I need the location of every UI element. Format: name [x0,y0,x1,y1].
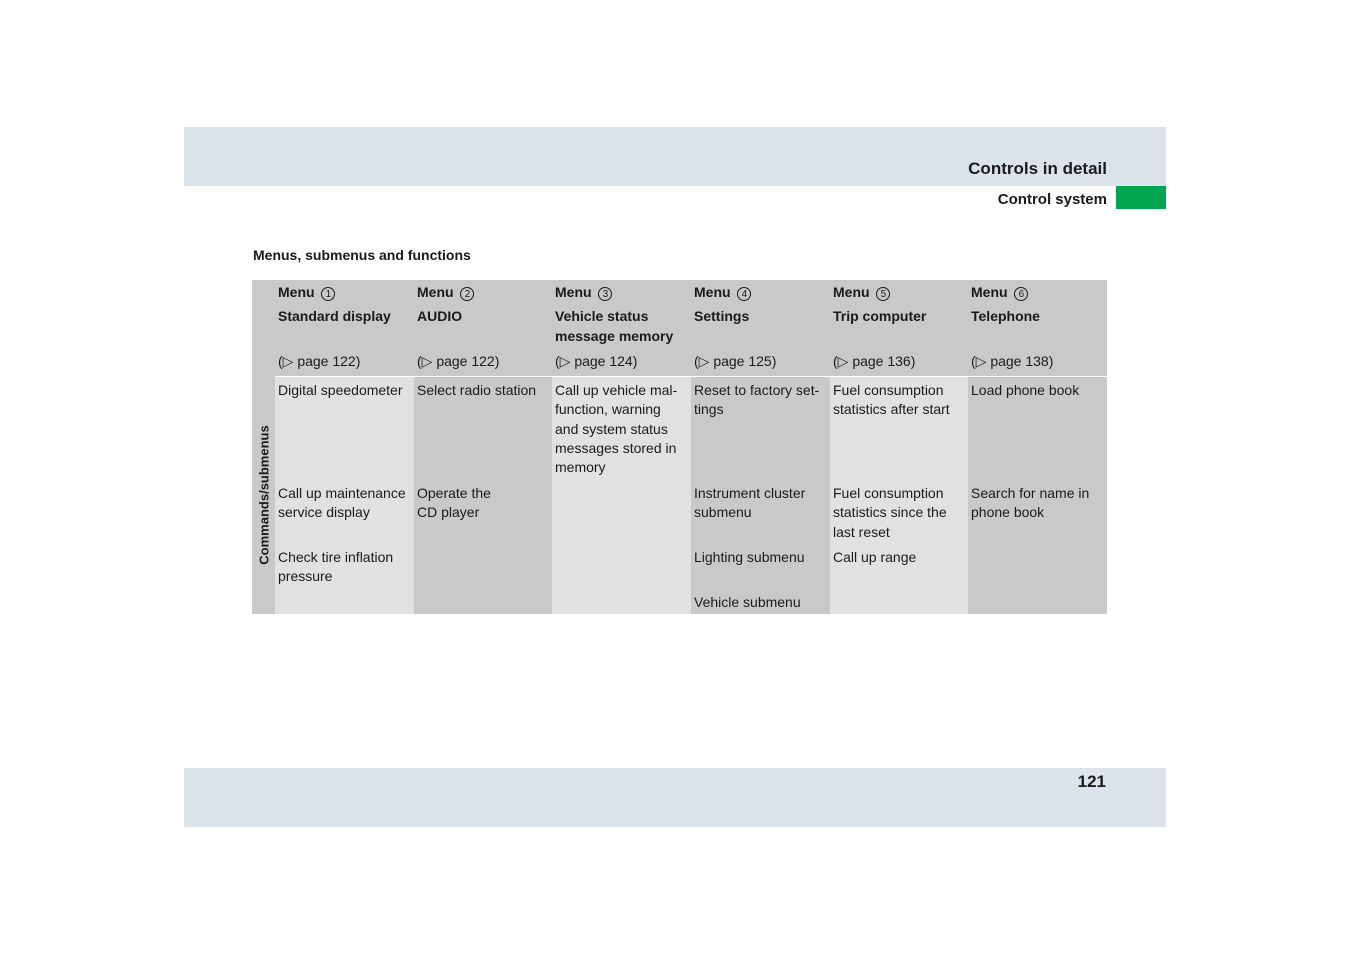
menu-title: AUDIO [417,308,463,324]
section-title: Control system [997,191,1107,208]
page-reference: (▷ page 122) [278,353,361,369]
submenu-item: Check tire inflation [278,549,394,565]
submenu-item: and system status [555,420,668,437]
menu-label [417,283,550,302]
page-reference: (▷ page 124) [555,353,638,369]
menu-word: Menu [694,284,731,300]
side-label [252,376,275,614]
header-separator [275,376,1107,377]
table-heading: Menus, submenus and functions [253,247,471,263]
page-reference: (▷ page 122) [417,353,500,369]
submenu-item: Fuel consumption [833,382,944,398]
menu-word: Menu [555,284,592,300]
menu-header-cell [691,280,830,376]
side-label-text: Commands/submenus [256,425,271,565]
menu-header-cell [968,280,1107,376]
menu-header-cell [414,280,552,376]
menu-label [971,283,1105,302]
submenu-item: Select radio station [417,382,537,398]
submenu-item: service display [278,504,370,521]
menu-title: Settings [694,308,750,324]
submenu-item: submenu [694,504,752,521]
menu-number-badge: 1 [321,287,335,301]
submenu-item: last reset [833,523,890,540]
menu-title: message memory [555,328,674,344]
menu-label [833,283,966,302]
menu-word: Menu [417,284,454,300]
page-reference: (▷ page 138) [971,353,1054,369]
submenu-item: pressure [278,568,333,585]
menu-column-2 [414,280,552,614]
chapter-title: Controls in detail [968,159,1107,178]
submenu-item: statistics after start [833,401,950,418]
submenu-item: statistics since the [833,504,947,521]
menu-number-badge: 3 [598,287,612,301]
submenu-item: Reset to factory set- [694,382,820,398]
menu-title: Telephone [971,308,1040,324]
submenu-item: Search for name in [971,485,1090,501]
menu-number-badge: 2 [460,287,474,301]
menu-title: Trip computer [833,308,927,324]
submenu-item: Instrument cluster [694,485,806,501]
page-number: 121 [1077,772,1106,791]
menu-number-badge: 6 [1014,287,1028,301]
menu-header-cell [275,280,414,376]
menu-header-cell [830,280,968,376]
submenu-item: memory [555,459,606,476]
submenu-item: tings [694,401,724,418]
chapter-tab-marker [1116,186,1166,209]
menu-title: Standard display [278,308,391,324]
menu-column-4 [691,280,830,614]
submenu-item: phone book [971,504,1045,521]
submenu-item: Operate the [417,485,491,501]
submenu-item: Call up vehicle mal- [555,382,678,398]
menu-header-cell [552,280,691,376]
menu-number-badge: 4 [737,287,751,301]
menu-column-6 [968,280,1107,614]
footer-band [184,768,1166,827]
menu-word: Menu [278,284,315,300]
submenu-item: Digital speedometer [278,382,403,398]
page-reference: (▷ page 136) [833,353,916,369]
submenu-item: Vehicle submenu [694,594,801,610]
submenu-item: messages stored in [555,439,677,456]
submenu-item: Load phone book [971,382,1080,398]
submenu-item: Fuel consumption [833,485,944,501]
menu-label [278,283,412,302]
menu-title: Vehicle status [555,308,649,324]
submenu-item: Call up range [833,549,917,565]
submenu-item: Call up maintenance [278,485,406,501]
submenu-item: function, warning [555,401,661,418]
menu-table [252,280,1107,614]
menu-word: Menu [833,284,870,300]
menu-word: Menu [971,284,1008,300]
submenu-item: CD player [417,504,480,521]
menu-number-badge: 5 [876,287,890,301]
menu-column-5 [830,280,968,614]
menu-column-3 [552,280,691,614]
menu-label [694,283,828,302]
menu-column-1 [275,280,414,614]
menu-label [555,283,689,302]
page-reference: (▷ page 125) [694,353,777,369]
submenu-item: Lighting submenu [694,549,805,565]
